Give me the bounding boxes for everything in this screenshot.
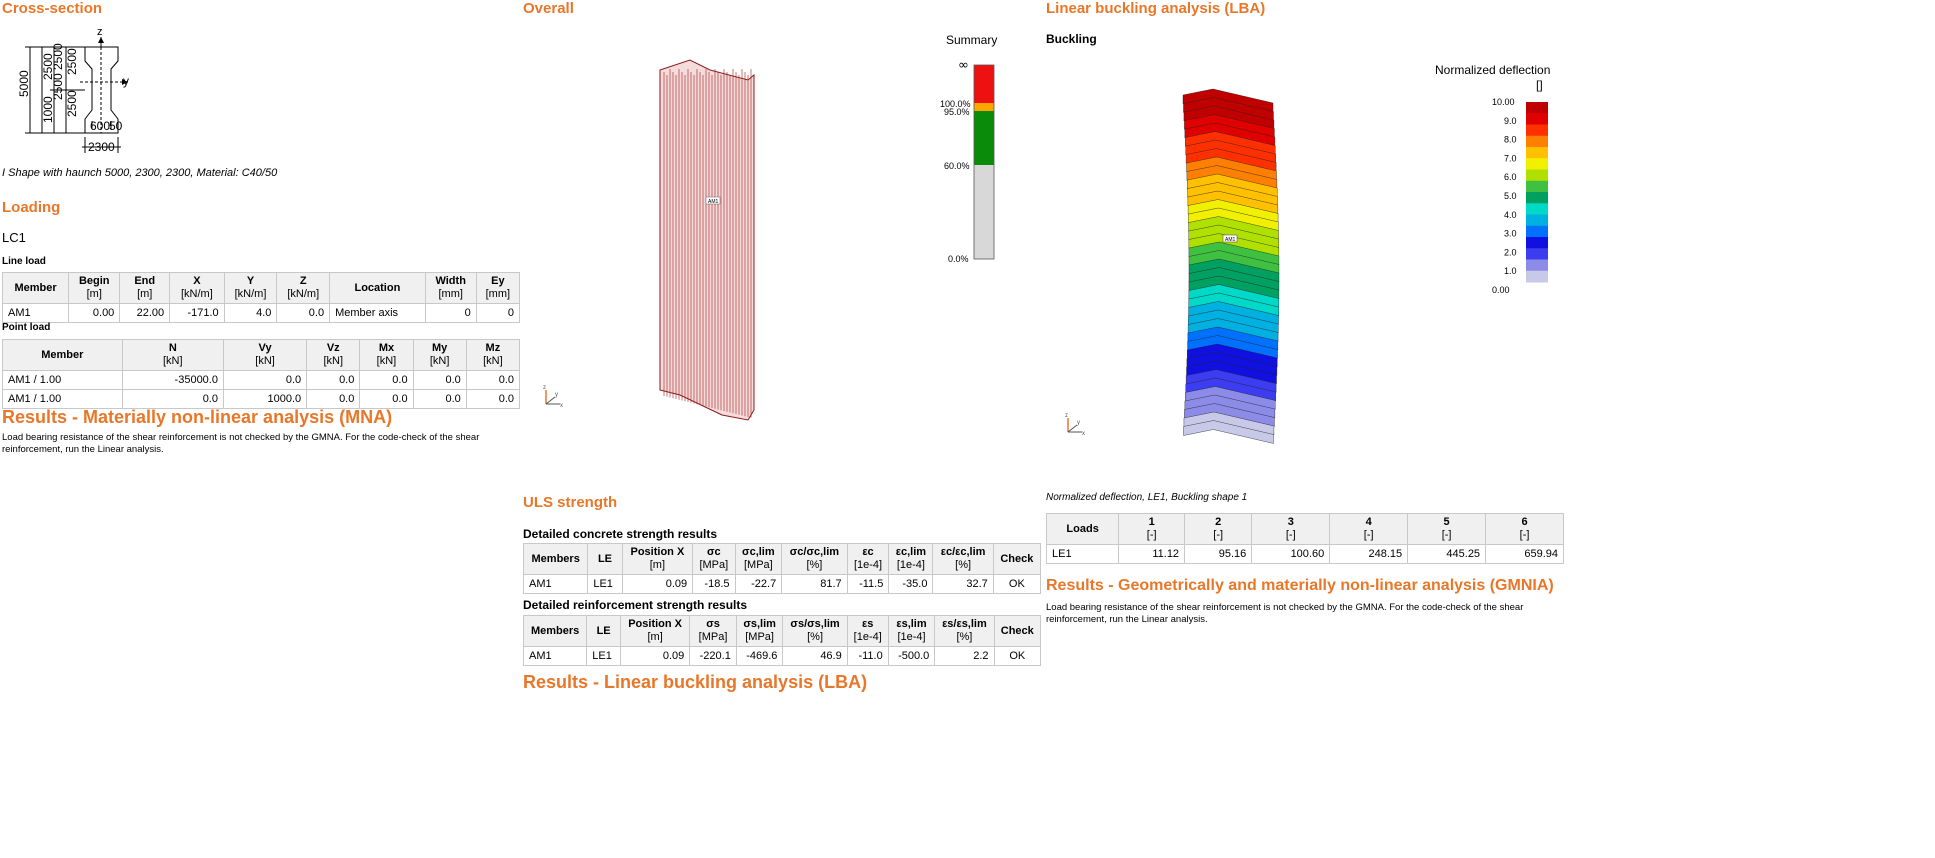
table-cell: 0.09 <box>620 647 689 666</box>
table-cell: Member axis <box>330 304 426 323</box>
column-header: σs [MPa] <box>690 616 737 647</box>
column-header: Position X [m] <box>620 616 689 647</box>
summary-label-100: 100.0% <box>940 99 971 109</box>
table-cell: OK <box>994 647 1040 666</box>
summary-label-95: 95.0% <box>944 107 970 117</box>
table-cell: 0.0 <box>413 371 466 390</box>
load-case-label: LC1 <box>2 230 26 245</box>
line-load-table <box>2 272 520 323</box>
column-header: εs,lim [1e-4] <box>888 616 935 647</box>
summary-label-0: 0.0% <box>948 254 969 264</box>
dim-2500-d: 2500 <box>65 48 79 75</box>
column-header: Check <box>994 616 1040 647</box>
table-cell: 248.15 <box>1330 545 1408 564</box>
point-load-table <box>2 339 520 409</box>
table-row <box>524 575 1041 594</box>
column-header: Mz [kN] <box>466 340 519 371</box>
table-cell: -500.0 <box>888 647 935 666</box>
legend-tick-label: 10.00 <box>1492 97 1515 107</box>
svg-text:y: y <box>555 392 558 398</box>
dim-50: 50 <box>109 119 123 133</box>
table-cell: 0 <box>425 304 476 323</box>
column-header: Z [kN/m] <box>277 273 330 304</box>
table-cell: 0.0 <box>360 390 413 409</box>
lba-member-label: AM1 <box>1225 237 1236 243</box>
table-cell: -35.0 <box>889 575 933 594</box>
column-header: Vy [kN] <box>223 340 306 371</box>
legend-tick-label: 9.0 <box>1504 115 1517 126</box>
legend-tick-label: 4.0 <box>1504 209 1517 220</box>
cross-section-drawing <box>10 25 140 160</box>
table-cell: LE1 <box>588 575 622 594</box>
table-cell: AM1 / 1.00 <box>3 371 123 390</box>
table-cell: -11.5 <box>847 575 889 594</box>
svg-text:x: x <box>1082 431 1085 437</box>
table-cell: 0.0 <box>307 390 360 409</box>
mna-text: Load bearing resistance of the shear reinforcement is not checked by the GMNA. For the code-check of the shear reinforcement, run the Linear analysis. <box>2 432 480 455</box>
column-header: Vz [kN] <box>307 340 360 371</box>
table-row <box>1047 545 1564 564</box>
table-cell: LE1 <box>1047 545 1119 564</box>
column-header: N [kN] <box>122 340 223 371</box>
svg-text:z: z <box>543 385 546 391</box>
summary-band-orange <box>974 103 994 111</box>
gmnia-heading: Results - Geometrically and materially non-linear analysis (GMNIA) <box>1046 577 1554 594</box>
column-header: εc,lim [1e-4] <box>889 544 933 575</box>
table-cell: 4.0 <box>224 304 277 323</box>
column-header: εs/εs,lim [%] <box>935 616 994 647</box>
table-cell: 2.2 <box>935 647 994 666</box>
cross-section-caption: I Shape with haunch 5000, 2300, 2300, Material: C40/50 <box>2 167 278 179</box>
column-header: 5 [-] <box>1408 514 1486 545</box>
table-cell: -22.7 <box>735 575 782 594</box>
svg-text:z: z <box>1065 413 1068 419</box>
table-cell: 95.16 <box>1185 545 1252 564</box>
table-cell: 0.0 <box>122 390 223 409</box>
legend-tick-label: 2.0 <box>1504 247 1517 258</box>
concrete-results-title: Detailed concrete strength results <box>523 527 718 541</box>
deflection-color-legend <box>1490 96 1560 296</box>
summary-label-60: 60.0% <box>944 161 970 171</box>
dim-5000: 5000 <box>17 70 31 97</box>
lba-heading: Linear buckling analysis (LBA) <box>1046 0 1266 17</box>
table-cell: 32.7 <box>933 575 993 594</box>
column-header: 3 [-] <box>1252 514 1330 545</box>
gmnia-text: Load bearing resistance of the shear reinforcement is not checked by the GMNA. For the code-check of the shear reinforcement, run the Linear analysis. <box>1046 602 1524 625</box>
lba-caption: Normalized deflection, LE1, Buckling shape 1 <box>1046 492 1248 503</box>
table-cell: -11.0 <box>847 647 888 666</box>
column-header: End [m] <box>120 273 170 304</box>
column-header: 4 [-] <box>1330 514 1408 545</box>
dim-2500-a: 2500 <box>41 53 55 80</box>
table-cell: -18.5 <box>693 575 735 594</box>
table-cell: AM1 / 1.00 <box>3 390 123 409</box>
dim-2500-c: 2500 <box>51 43 65 70</box>
overall-member-model <box>650 55 765 425</box>
column-header: LE <box>588 544 622 575</box>
table-cell: -469.6 <box>736 647 783 666</box>
table-row <box>524 647 1041 666</box>
column-header: X [kN/m] <box>170 273 225 304</box>
column-header: Ey [mm] <box>476 273 519 304</box>
buckling-subheading: Buckling <box>1046 32 1097 46</box>
loading-heading: Loading <box>2 199 61 216</box>
point-load-title: Point load <box>2 322 51 333</box>
table-cell: 46.9 <box>783 647 847 666</box>
column-header: Position X [m] <box>622 544 692 575</box>
svg-text:y: y <box>1077 420 1080 426</box>
table-cell: LE1 <box>587 647 621 666</box>
column-header: Y [kN/m] <box>224 273 277 304</box>
summary-band-green <box>974 111 994 165</box>
column-header: Member <box>3 340 123 371</box>
mna-heading: Results - Materially non-linear analysis (MNA) <box>2 407 393 427</box>
column-header: εs [1e-4] <box>847 616 888 647</box>
buckling-shape-model <box>1175 85 1295 455</box>
dim-2300: 2300 <box>88 140 115 154</box>
table-cell: AM1 <box>3 304 69 323</box>
table-cell: 100.60 <box>1252 545 1330 564</box>
column-header: Member <box>3 273 69 304</box>
reinforcement-results-title: Detailed reinforcement strength results <box>523 598 748 612</box>
legend-tick-label: 6.0 <box>1504 172 1517 183</box>
column-header: 6 [-] <box>1486 514 1564 545</box>
table-row <box>3 371 520 390</box>
axis-triad-icon-2 <box>1060 410 1090 440</box>
column-header: My [kN] <box>413 340 466 371</box>
column-header: Check <box>993 544 1040 575</box>
table-cell: 0 <box>476 304 519 323</box>
column-header: Members <box>524 616 587 647</box>
summary-band-grey <box>974 165 994 259</box>
column-header: Begin [m] <box>69 273 120 304</box>
table-cell: 0.0 <box>413 390 466 409</box>
table-cell: 0.0 <box>277 304 330 323</box>
table-cell: 0.0 <box>223 371 306 390</box>
cross-section-heading: Cross-section <box>2 0 103 17</box>
summary-band-red <box>974 65 994 103</box>
table-cell: -220.1 <box>690 647 737 666</box>
legend-tick-label: 0.00 <box>1492 285 1510 295</box>
table-cell: 0.0 <box>360 371 413 390</box>
table-cell: 0.0 <box>307 371 360 390</box>
summary-title: Summary <box>946 33 998 47</box>
dim-1000: 1000 <box>41 96 55 123</box>
legend-tick-label: 1.0 <box>1504 266 1517 277</box>
column-header: 2 [-] <box>1185 514 1252 545</box>
table-cell: 0.00 <box>69 304 120 323</box>
legend-title: Normalized deflection <box>1435 63 1551 77</box>
column-header: 1 [-] <box>1119 514 1185 545</box>
reinforcement-results-table <box>523 615 1041 666</box>
overall-member-label: AM1 <box>708 199 719 205</box>
table-cell: 0.0 <box>466 371 519 390</box>
table-cell: -171.0 <box>170 304 225 323</box>
table-cell: 659.94 <box>1486 545 1564 564</box>
legend-unit: [] <box>1536 78 1543 92</box>
legend-tick-label: 5.0 <box>1504 191 1517 201</box>
lba-results-heading: Results - Linear buckling analysis (LBA) <box>523 672 868 692</box>
axis-y-label: y <box>123 74 129 88</box>
overall-heading: Overall <box>523 0 574 17</box>
table-cell: 0.0 <box>466 390 519 409</box>
concrete-results-table <box>523 543 1041 594</box>
column-header: εc/εc,lim [%] <box>933 544 993 575</box>
dim-2500-b: 2500 <box>51 73 65 100</box>
legend-tick-label: 8.0 <box>1504 134 1517 145</box>
summary-label-inf: ∞ <box>958 58 969 73</box>
column-header: σs,lim [MPa] <box>736 616 783 647</box>
column-header: σc/σc,lim [%] <box>782 544 847 575</box>
table-cell: 11.12 <box>1119 545 1185 564</box>
table-cell: 22.00 <box>120 304 170 323</box>
table-row <box>3 390 520 409</box>
column-header: σc,lim [MPa] <box>735 544 782 575</box>
table-cell: OK <box>993 575 1040 594</box>
table-cell: AM1 <box>524 647 587 666</box>
column-header: Width [mm] <box>425 273 476 304</box>
line-load-title: Line load <box>2 256 46 267</box>
table-cell: 81.7 <box>782 575 847 594</box>
axis-triad-icon <box>538 382 568 412</box>
column-header: εc [1e-4] <box>847 544 889 575</box>
table-cell: 445.25 <box>1408 545 1486 564</box>
table-row <box>3 304 520 323</box>
legend-tick-label: 7.0 <box>1504 153 1517 164</box>
dim-600: 600 <box>90 119 111 133</box>
dim-2500-e: 2500 <box>65 90 79 117</box>
table-cell: 0.09 <box>622 575 692 594</box>
table-cell: AM1 <box>524 575 588 594</box>
column-header: σc [MPa] <box>693 544 735 575</box>
column-header: Loads <box>1047 514 1119 545</box>
summary-utilization-bar <box>940 55 1010 265</box>
legend-tick-label: 3.0 <box>1504 228 1517 239</box>
column-header: Location <box>330 273 426 304</box>
uls-heading: ULS strength <box>523 494 618 511</box>
buckling-factors-table <box>1046 513 1564 564</box>
column-header: σs/σs,lim [%] <box>783 616 847 647</box>
table-cell: -35000.0 <box>122 371 223 390</box>
svg-text:x: x <box>560 403 563 409</box>
column-header: Mx [kN] <box>360 340 413 371</box>
table-cell: 1000.0 <box>223 390 306 409</box>
column-header: Members <box>524 544 588 575</box>
axis-z-label: z <box>97 26 103 38</box>
column-header: LE <box>587 616 621 647</box>
